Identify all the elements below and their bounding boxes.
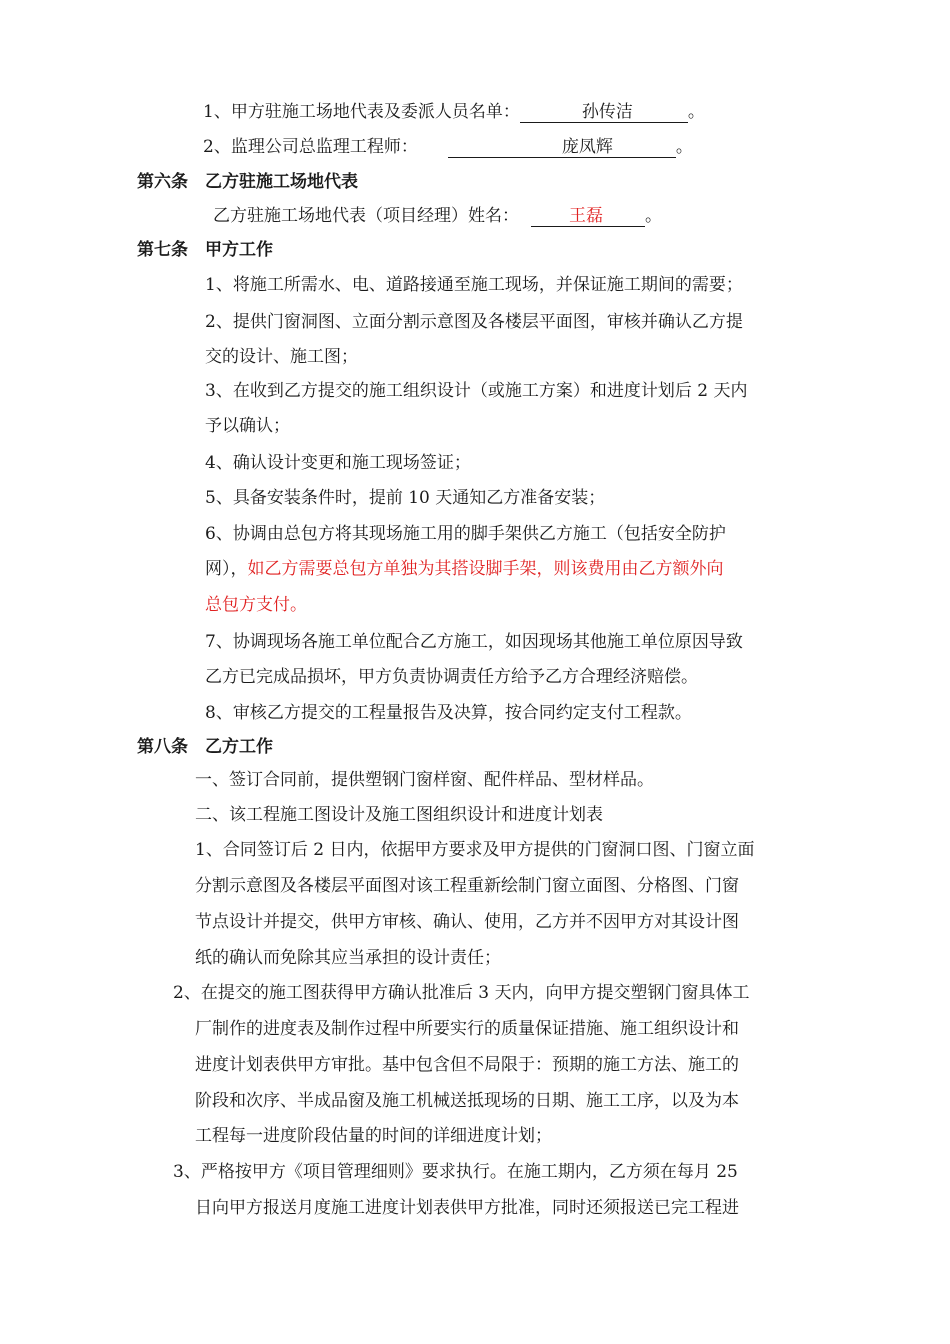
article8-line: 日向甲方报送月度施工进度计划表供甲方批准，同时还须报送已完工程进	[195, 1198, 739, 1218]
article7-line: 8、审核乙方提交的工程量报告及决算，按合同约定支付工程款。	[205, 703, 692, 723]
article7-line: 2、提供门窗洞图、立面分割示意图及各楼层平面图，审核并确认乙方提	[205, 312, 743, 332]
article8-line: 工程每一进度阶段估量的时间的详细进度计划；	[195, 1126, 552, 1146]
article7-line: 1、将施工所需水、电、道路接通至施工现场，并保证施工期间的需要；	[205, 275, 743, 295]
article5-item1-label: 1、甲方驻施工场地代表及委派人员名单：	[203, 102, 520, 122]
article8-line: 2、在提交的施工图获得甲方确认批准后 3 天内，向甲方提交塑钢门窗具体工	[173, 983, 750, 1003]
article5-item2-label: 2、监理公司总监理工程师：	[203, 137, 418, 157]
article5-item2-end: 。	[675, 137, 693, 157]
chief-supervisor-name: 庞凤辉	[448, 137, 676, 158]
article8-line: 3、严格按甲方《项目管理细则》要求执行。在施工期内，乙方须在每月 25	[173, 1162, 738, 1182]
article7-line: 4、确认设计变更和施工现场签证；	[205, 453, 471, 473]
article8-line: 一、签订合同前，提供塑钢门窗样窗、配件样品、型材样品。	[195, 770, 654, 790]
article8-line: 1、合同签订后 2 日内，依据甲方要求及甲方提供的门窗洞口图、门窗立面	[195, 840, 755, 860]
article7-line: 交的设计、施工图；	[205, 347, 358, 367]
article8-line: 分割示意图及各楼层平面图对该工程重新绘制门窗立面图、分格图、门窗	[195, 876, 739, 896]
article7-line: 予以确认；	[205, 416, 290, 436]
scaffold-cost-clause: 总包方支付。	[205, 595, 307, 615]
article5-item1-end: 。	[687, 102, 705, 122]
article8-line: 厂制作的进度表及制作过程中所要实行的质量保证措施、施工组织设计和	[195, 1019, 739, 1039]
article7-line	[205, 557, 724, 581]
article7-line: 乙方已完成品损坏，甲方负责协调责任方给予乙方合理经济赔偿。	[205, 667, 698, 687]
article8-line: 阶段和次序、半成品窗及施工机械送抵现场的日期、施工工序，以及为本	[195, 1091, 739, 1111]
scaffold-cost-clause: 如乙方需要总包方单独为其搭设脚手架，则该费用由乙方额外向	[247, 559, 724, 579]
article7-line: 7、协调现场各施工单位配合乙方施工，如因现场其他施工单位原因导致	[205, 632, 743, 652]
article7-line-part: 网），	[205, 559, 248, 579]
article6-label: 乙方驻施工场地代表（项目经理）姓名：	[213, 206, 519, 226]
article7-line: 6、协调由总包方将其现场施工用的脚手架供乙方施工（包括安全防护	[205, 524, 726, 544]
article8-title: 第八条 乙方工作	[137, 737, 273, 757]
article5-item1	[203, 100, 705, 124]
article6-title: 第六条 乙方驻施工场地代表	[137, 172, 358, 192]
project-manager-name: 王磊	[531, 206, 645, 227]
article8-line: 纸的确认而免除其应当承担的设计责任；	[195, 948, 501, 968]
article5-item2	[203, 135, 693, 159]
article8-line: 节点设计并提交，供甲方审核、确认、使用，乙方并不因甲方对其设计图	[195, 912, 739, 932]
article7-line: 3、在收到乙方提交的施工组织设计（或施工方案）和进度计划后 2 天内	[205, 381, 748, 401]
article6-end: 。	[645, 206, 662, 226]
article8-line: 二、该工程施工图设计及施工图组织设计和进度计划表	[195, 805, 603, 825]
article6-line	[213, 204, 662, 228]
article8-line: 进度计划表供甲方审批。基中包含但不局限于：预期的施工方法、施工的	[195, 1055, 739, 1075]
article7-line: 5、具备安装条件时，提前 10 天通知乙方准备安装；	[205, 488, 606, 508]
owner-rep-name: 孙传洁	[520, 102, 688, 123]
article7-title: 第七条 甲方工作	[137, 240, 273, 260]
